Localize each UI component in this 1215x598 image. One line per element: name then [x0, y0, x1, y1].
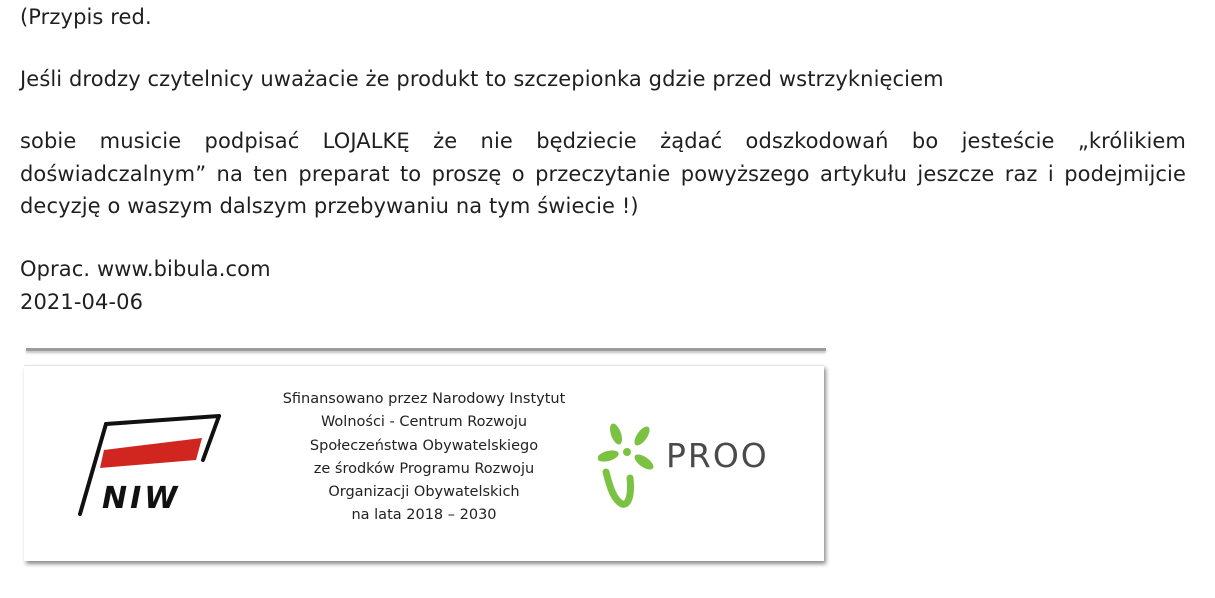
- article-source: Oprac. www.bibula.com: [20, 257, 271, 281]
- banner-divider: [26, 348, 826, 351]
- funding-line: ze środków Programu Rozwoju: [313, 460, 535, 477]
- proo-logo-icon: [598, 422, 658, 508]
- funding-line: Wolności - Centrum Rozwoju: [320, 414, 528, 431]
- niw-logo-text: NIW: [102, 481, 181, 516]
- sponsor-banner: [24, 365, 824, 561]
- funding-line: Organizacji Obywatelskich: [328, 484, 520, 501]
- funding-statement: [259, 388, 589, 528]
- proo-logo-text: PROO: [666, 436, 769, 475]
- editor-note: (Przypis red.: [20, 5, 152, 29]
- funding-line: Sfinansowano przez Narodowy Instytut: [282, 391, 566, 407]
- article-date: 2021-04-06: [20, 290, 144, 314]
- article-paragraph-body: sobie musicie podpisać LOJALKĘ że nie będziecie żądać odszkodowań bo jesteście „królikiem doświadczalnym” na ten preparat to proszę o przeczytanie powyższego artykułu jeszcze raz i podejmijcie decyzję o waszym dalszym przebywaniu na tym świecie !): [20, 129, 1186, 218]
- niw-logo: [76, 412, 226, 522]
- article-paragraph-question: Jeśli drodzy czytelnicy uważacie że produkt to szczepionka gdzie przed wstrzyknięciem: [20, 67, 944, 91]
- funding-line: na lata 2018 – 2030: [351, 507, 497, 524]
- funding-line: Społeczeństwa Obywatelskiego: [309, 437, 539, 454]
